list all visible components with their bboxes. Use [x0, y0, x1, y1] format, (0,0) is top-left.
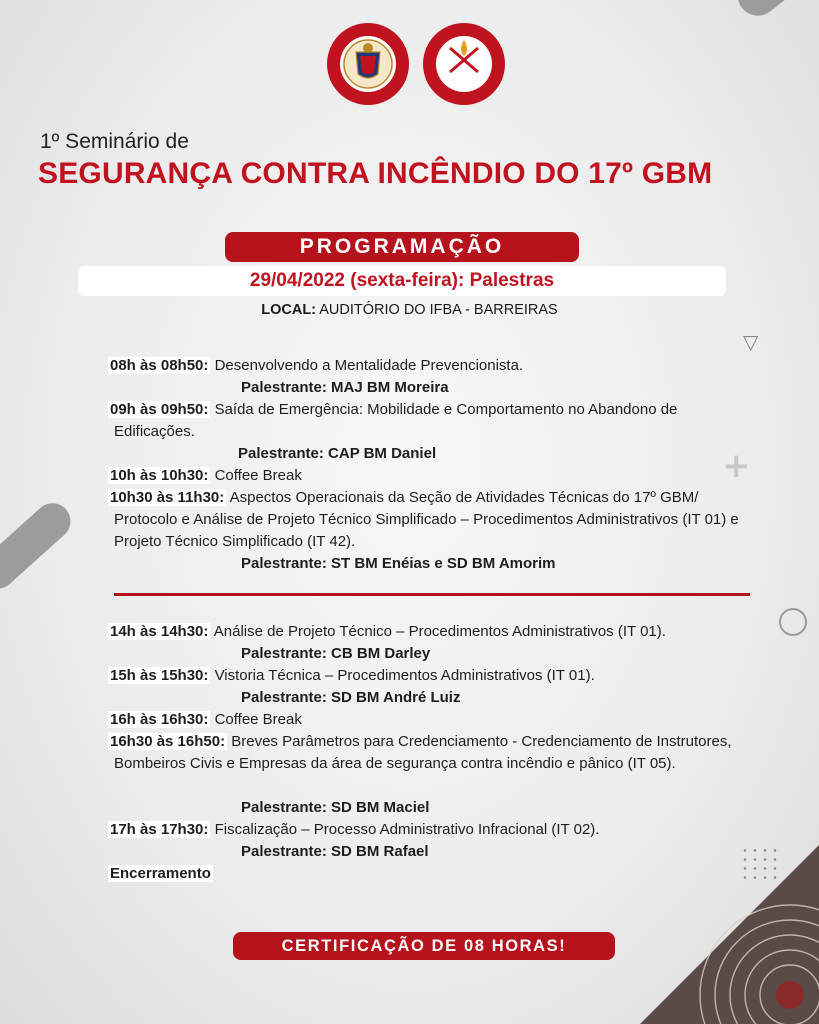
local-label: LOCAL: [261, 302, 317, 318]
decor-triangle-icon: ▽ [743, 330, 759, 354]
cbmba-logo [326, 22, 410, 106]
decor-plus-icon: + [722, 446, 751, 486]
schedule-text: Análise de Projeto Técnico – Procedimentos Administrativos (IT 01). [213, 623, 666, 640]
schedule-item [110, 819, 764, 841]
date-line: 29/04/2022 (sexta-feira): Palestras [78, 266, 726, 296]
schedule-item [110, 465, 764, 487]
schedule-item [110, 731, 750, 775]
decor-pill-top-right [730, 0, 819, 24]
section-divider [114, 593, 750, 596]
schedule-text: Desenvolvendo a Mentalidade Prevencionista. [214, 357, 524, 374]
schedule-text: Coffee Break [214, 467, 302, 484]
schedule-time: 16h às 16h30: [110, 711, 209, 728]
title-line-2: SEGURANÇA CONTRA INCÊNDIO DO 17º GBM [38, 157, 713, 190]
schedule-item [110, 355, 764, 377]
schedule-speaker: Palestrante: SD BM Maciel [241, 799, 430, 816]
schedule-item [110, 621, 764, 643]
closing-item [110, 863, 764, 885]
schedule-text: Vistoria Técnica – Procedimentos Administrativos (IT 01). [214, 667, 595, 684]
schedule-speaker: Palestrante: MAJ BM Moreira [241, 379, 449, 396]
schedule-time: 10h30 às 11h30: [110, 489, 225, 506]
schedule-text: Aspectos Operacionais da Seção de Atividades Técnicas do 17º GBM/ Protocolo e Análise de Projeto Técnico Simplificado – Procedimentos Administrativos (IT 01) e Projeto Técnico Simplificado (IT 42). [114, 489, 739, 550]
schedule-item [110, 709, 764, 731]
schedule-time: 15h às 15h30: [110, 667, 209, 684]
closing-label: Encerramento [110, 865, 211, 882]
schedule-speaker: Palestrante: ST BM Enéias e SD BM Amorim [241, 555, 556, 572]
schedule-item [110, 665, 764, 687]
schedule-item [110, 487, 744, 553]
schedule-text: Fiscalização – Processo Administrativo Infracional (IT 02). [214, 821, 600, 838]
schedule-text: Breves Parâmetros para Credenciamento - Credenciamento de Instrutores, Bombeiros Civis e Empresas da área de segurança contra incêndio e pânico (IT 05). [114, 733, 732, 772]
decor-pill-left [0, 496, 78, 596]
schedule-text: Saída de Emergência: Mobilidade e Comportamento no Abandono de Edificações. [114, 401, 678, 440]
schedule-time: 09h às 09h50: [110, 401, 209, 418]
decor-circle-icon [779, 608, 807, 636]
certificacao-banner: CERTIFICAÇÃO DE 08 HORAS! [233, 932, 615, 960]
schedule-text: Coffee Break [214, 711, 302, 728]
programacao-banner: PROGRAMAÇÃO [225, 232, 579, 262]
schedule-speaker: Palestrante: SD BM André Luiz [241, 689, 461, 706]
schedule-time: 16h30 às 16h50: [110, 733, 226, 750]
schedule-time: 10h às 10h30: [110, 467, 209, 484]
local-line [0, 302, 819, 318]
title-line-1: 1º Seminário de [40, 130, 189, 153]
schedule-item [110, 399, 714, 443]
schedule-speaker: Palestrante: SD BM Rafael [241, 843, 429, 860]
schedule-speaker: Palestrante: CB BM Darley [241, 645, 431, 662]
schedule-time: 08h às 08h50: [110, 357, 209, 374]
schedule-speaker: Palestrante: CAP BM Daniel [238, 445, 437, 462]
schedule-time: 14h às 14h30: [110, 623, 209, 640]
local-value: AUDITÓRIO DO IFBA - BARREIRAS [319, 302, 558, 318]
schedule-time: 17h às 17h30: [110, 821, 209, 838]
17gbm-logo [422, 22, 506, 106]
